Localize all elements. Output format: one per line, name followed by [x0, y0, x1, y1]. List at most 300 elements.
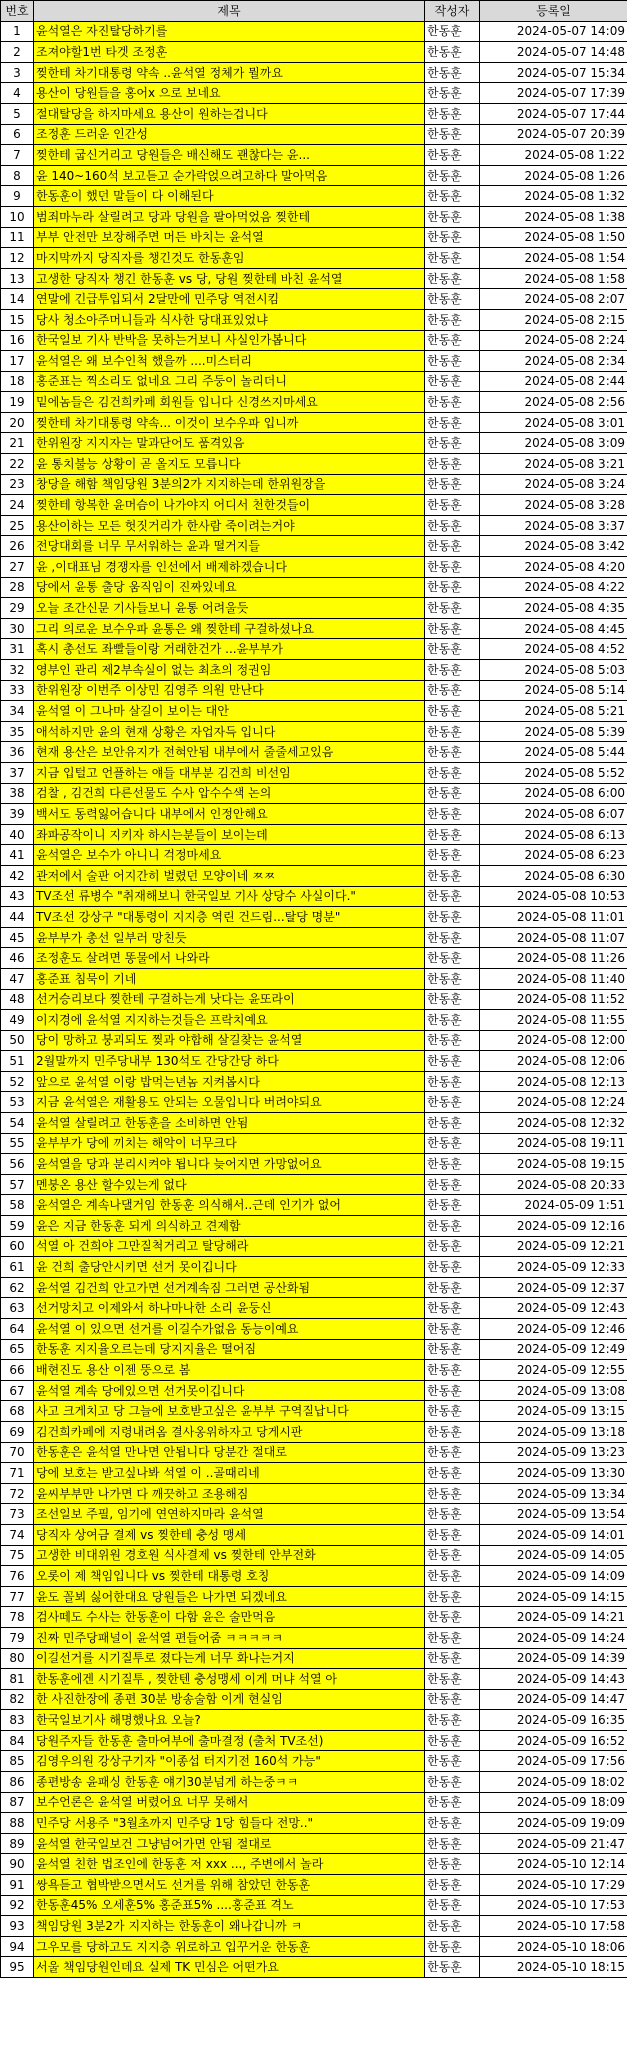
row-number: 61 — [1, 1257, 34, 1278]
row-date: 2024-05-08 6:30 — [480, 865, 627, 886]
row-number: 6 — [1, 124, 34, 145]
row-title[interactable]: 2월말까지 민주당내부 130석도 간당간당 하다 — [34, 1051, 425, 1072]
table-row[interactable] — [1, 145, 627, 166]
row-number: 52 — [1, 1071, 34, 1092]
table-row[interactable] — [1, 1030, 627, 1051]
row-number: 68 — [1, 1401, 34, 1422]
row-author: 한동훈 — [425, 639, 480, 660]
row-title[interactable]: 부부 안전만 보장해주면 머든 바치는 윤석열 — [34, 227, 425, 248]
row-date: 2024-05-08 12:32 — [480, 1113, 627, 1134]
row-author: 한동훈 — [425, 1627, 480, 1648]
table-row[interactable] — [1, 1936, 627, 1957]
row-number: 64 — [1, 1319, 34, 1340]
row-title[interactable]: 한동훈은 윤석열 만나면 안됩니다 당분간 절대로 — [34, 1442, 425, 1463]
row-title[interactable]: 지금 윤석열은 재활용도 안되는 오물입니다 버려야되요 — [34, 1092, 425, 1113]
table-row[interactable] — [1, 1463, 627, 1484]
row-title[interactable]: 전당대회를 너무 무서워하는 윤과 떨거지들 — [34, 536, 425, 557]
table-row[interactable] — [1, 330, 627, 351]
row-number: 33 — [1, 680, 34, 701]
row-author: 한동훈 — [425, 927, 480, 948]
row-author: 한동훈 — [425, 433, 480, 454]
table-row[interactable] — [1, 865, 627, 886]
table-row[interactable] — [1, 1545, 627, 1566]
row-number: 35 — [1, 721, 34, 742]
row-title[interactable]: 앞으로 윤석열 이랑 밥먹는년놈 지켜봅시다 — [34, 1071, 425, 1092]
table-row[interactable] — [1, 1566, 627, 1587]
table-row[interactable] — [1, 1586, 627, 1607]
row-number: 73 — [1, 1504, 34, 1525]
table-row[interactable] — [1, 1648, 627, 1669]
row-number: 43 — [1, 886, 34, 907]
table-row[interactable] — [1, 371, 627, 392]
row-date: 2024-05-09 14:47 — [480, 1689, 627, 1710]
row-title[interactable]: 용산이 당원들을 홍어x 으로 보네요 — [34, 83, 425, 104]
row-number: 91 — [1, 1875, 34, 1896]
table-row[interactable] — [1, 557, 627, 578]
table-row[interactable] — [1, 412, 627, 433]
row-title[interactable]: 현재 용산은 보안유지가 전혀안됨 내부에서 줄줄세고있음 — [34, 742, 425, 763]
row-number: 49 — [1, 1010, 34, 1031]
row-title[interactable]: 윤석열은 자진탈당하기를 — [34, 21, 425, 42]
row-title[interactable]: 윤석열 계속 당에있으면 선거못이깁니다 — [34, 1380, 425, 1401]
row-title[interactable]: 당원주자들 한동훈 출마여부에 출마결정 (출처 TV조선) — [34, 1730, 425, 1751]
table-row[interactable] — [1, 1833, 627, 1854]
row-date: 2024-05-08 2:44 — [480, 371, 627, 392]
row-date: 2024-05-09 16:52 — [480, 1730, 627, 1751]
row-title[interactable]: 한 사진한장에 종편 30분 방송술함 이게 현실임 — [34, 1689, 425, 1710]
row-date: 2024-05-09 12:33 — [480, 1257, 627, 1278]
table-row[interactable] — [1, 783, 627, 804]
row-title[interactable]: 멘붕온 용산 할수있는게 없다 — [34, 1174, 425, 1195]
row-title[interactable]: 한동훈 지지율오르는데 당지지율은 떨어짐 — [34, 1339, 425, 1360]
row-date: 2024-05-08 3:21 — [480, 454, 627, 475]
row-title[interactable]: 윤 ,이대표님 경쟁자를 인선에서 배제하겠습니다 — [34, 557, 425, 578]
table-row[interactable] — [1, 660, 627, 681]
row-title[interactable]: 당에서 윤통 출당 움직임이 진짜있네요 — [34, 577, 425, 598]
row-title[interactable]: 조져야할1번 타겟 조정훈 — [34, 42, 425, 63]
table-row[interactable] — [1, 804, 627, 825]
row-date: 2024-05-09 14:01 — [480, 1524, 627, 1545]
table-row[interactable] — [1, 1895, 627, 1916]
table-row[interactable] — [1, 536, 627, 557]
row-date: 2024-05-09 21:47 — [480, 1833, 627, 1854]
row-title[interactable]: 백서도 동력잃어습니다 내부에서 인정안해요 — [34, 804, 425, 825]
row-author: 한동훈 — [425, 1360, 480, 1381]
row-number: 83 — [1, 1710, 34, 1731]
row-title[interactable]: 민주당 서용주 "3월초까지 민주당 1당 힘들다 전망.." — [34, 1813, 425, 1834]
table-row[interactable] — [1, 1133, 627, 1154]
row-number: 38 — [1, 783, 34, 804]
table-row[interactable] — [1, 21, 627, 42]
table-row[interactable] — [1, 701, 627, 722]
row-title[interactable]: 윤 건희 출당안시키면 선거 못이깁니다 — [34, 1257, 425, 1278]
table-row[interactable] — [1, 289, 627, 310]
row-date: 2024-05-08 4:20 — [480, 557, 627, 578]
table-row[interactable] — [1, 927, 627, 948]
row-title[interactable]: 한국일보기사 해명했나요 오늘? — [34, 1710, 425, 1731]
table-row[interactable] — [1, 680, 627, 701]
row-title[interactable]: 검사떼도 수사는 한동훈이 다함 윤은 술만먹음 — [34, 1607, 425, 1628]
header-author: 작성자 — [425, 1, 480, 22]
row-title[interactable]: 배현진도 용산 이젠 뚱으로 봄 — [34, 1360, 425, 1381]
row-title[interactable]: 지금 입털고 언플하는 얘들 대부분 김건희 비선임 — [34, 762, 425, 783]
table-row[interactable] — [1, 495, 627, 516]
row-title[interactable]: 찢한테 차기대통령 약속... 이것이 보수우파 입니까 — [34, 412, 425, 433]
row-title[interactable]: 당에 보호는 받고싶나봐 석열 이 ..골때리네 — [34, 1463, 425, 1484]
row-date: 2024-05-08 6:07 — [480, 804, 627, 825]
row-title[interactable]: 영부인 관리 제2부속실이 없는 최초의 정권임 — [34, 660, 425, 681]
table-row[interactable] — [1, 845, 627, 866]
table-row[interactable] — [1, 1957, 627, 1978]
row-date: 2024-05-08 1:22 — [480, 145, 627, 166]
row-title[interactable]: 고생한 비대위원 경호원 식사결제 vs 찢한테 안부전화 — [34, 1545, 425, 1566]
row-title[interactable]: 사고 크게치고 당 그늘에 보호받고싶은 윤부부 구역질납니다 — [34, 1401, 425, 1422]
row-date: 2024-05-07 20:39 — [480, 124, 627, 145]
table-row[interactable] — [1, 1216, 627, 1237]
row-title[interactable]: 윤석열은 계속나댈거임 한동훈 의식해서..근데 인기가 없어 — [34, 1195, 425, 1216]
table-row[interactable] — [1, 1298, 627, 1319]
row-author: 한동훈 — [425, 598, 480, 619]
table-row[interactable] — [1, 1916, 627, 1937]
table-row[interactable] — [1, 42, 627, 63]
row-title[interactable]: 관저에서 술판 어지간히 벌렸던 모양이네 ㅉㅉ — [34, 865, 425, 886]
row-title[interactable]: 윤석열 이 있으면 선거를 이길수가없음 동능이예요 — [34, 1319, 425, 1340]
table-row[interactable] — [1, 577, 627, 598]
row-title[interactable]: 당이 망하고 붕괴되도 찢과 야합해 살길찾는 윤석열 — [34, 1030, 425, 1051]
row-title[interactable]: 윤 통치불능 상황이 곧 올지도 모릅니다 — [34, 454, 425, 475]
table-row[interactable] — [1, 1772, 627, 1793]
row-title[interactable]: 마지막까지 당직자를 챙긴것도 한동훈임 — [34, 248, 425, 269]
row-number: 20 — [1, 412, 34, 433]
table-row[interactable] — [1, 598, 627, 619]
row-number: 2 — [1, 42, 34, 63]
table-row[interactable] — [1, 1607, 627, 1628]
row-title[interactable]: 한국일보 기사 반박을 못하는거보니 사실인가봅니다 — [34, 330, 425, 351]
table-row[interactable] — [1, 124, 627, 145]
row-date: 2024-05-08 5:52 — [480, 762, 627, 783]
row-title[interactable]: 좌파공작이니 지키자 하시는분들이 보이는데 — [34, 824, 425, 845]
row-title[interactable]: 석열 아 건희야 그만질척거리고 탈당해라 — [34, 1236, 425, 1257]
row-title[interactable]: 찢한테 굽신거리고 당원들은 배신해도 괜찮다는 윤... — [34, 145, 425, 166]
row-date: 2024-05-08 1:26 — [480, 165, 627, 186]
row-title[interactable]: 밑에놈들은 김건희카페 회원들 입니다 신경쓰지마세요 — [34, 392, 425, 413]
table-row[interactable] — [1, 83, 627, 104]
row-title[interactable]: 진짜 민주당패널이 윤석열 편들어줌 ㅋㅋㅋㅋㅋ — [34, 1627, 425, 1648]
row-title[interactable]: 이지경에 윤석열 지지하는것들은 프락치예요 — [34, 1010, 425, 1031]
row-number: 15 — [1, 309, 34, 330]
row-title[interactable]: 윤석열 살릴려고 한동훈을 소비하면 안됨 — [34, 1113, 425, 1134]
row-title[interactable]: 당직자 상여금 결제 vs 찢한테 충성 맹세 — [34, 1524, 425, 1545]
table-row[interactable] — [1, 103, 627, 124]
table-row[interactable] — [1, 474, 627, 495]
table-row[interactable] — [1, 1071, 627, 1092]
row-title[interactable]: 한위원장 지지자는 말과단어도 품격있음 — [34, 433, 425, 454]
row-author: 한동훈 — [425, 1051, 480, 1072]
row-number: 34 — [1, 701, 34, 722]
row-title[interactable]: 선거망치고 이제와서 하나마나한 소리 윤둥신 — [34, 1298, 425, 1319]
table-row[interactable] — [1, 248, 627, 269]
table-row[interactable] — [1, 1360, 627, 1381]
table-row[interactable] — [1, 618, 627, 639]
row-title[interactable]: 윤은 지금 한동훈 되게 의식하고 견제함 — [34, 1216, 425, 1237]
row-author: 한동훈 — [425, 1071, 480, 1092]
table-row[interactable] — [1, 1010, 627, 1031]
table-row[interactable] — [1, 1401, 627, 1422]
row-title[interactable]: 절대탈당을 하지마세요 용산이 원하는겁니다 — [34, 103, 425, 124]
table-row[interactable] — [1, 1442, 627, 1463]
table-row[interactable] — [1, 1092, 627, 1113]
table-row[interactable] — [1, 721, 627, 742]
row-number: 72 — [1, 1483, 34, 1504]
row-title[interactable]: 당사 청소아주머니들과 식사한 당대표있었냐 — [34, 309, 425, 330]
row-number: 11 — [1, 227, 34, 248]
row-date: 2024-05-07 17:44 — [480, 103, 627, 124]
table-row[interactable] — [1, 392, 627, 413]
row-number: 45 — [1, 927, 34, 948]
table-row[interactable] — [1, 1257, 627, 1278]
table-row[interactable] — [1, 948, 627, 969]
row-number: 93 — [1, 1916, 34, 1937]
table-row[interactable] — [1, 886, 627, 907]
row-number: 58 — [1, 1195, 34, 1216]
table-row[interactable] — [1, 1277, 627, 1298]
table-row[interactable] — [1, 1051, 627, 1072]
table-row[interactable] — [1, 433, 627, 454]
row-author: 한동훈 — [425, 680, 480, 701]
row-title[interactable]: 찢한테 차기대통령 약속 ..윤석열 정체가 뭘까요 — [34, 62, 425, 83]
row-author: 한동훈 — [425, 1216, 480, 1237]
row-date: 2024-05-09 14:21 — [480, 1607, 627, 1628]
row-author: 한동훈 — [425, 804, 480, 825]
row-author: 한동훈 — [425, 62, 480, 83]
row-title[interactable]: 창당을 해함 책임당원 3분의2가 지지하는데 한위원장을 — [34, 474, 425, 495]
row-date: 2024-05-10 18:06 — [480, 1936, 627, 1957]
row-author: 한동훈 — [425, 1936, 480, 1957]
row-number: 18 — [1, 371, 34, 392]
row-author: 한동훈 — [425, 1277, 480, 1298]
table-row[interactable] — [1, 1504, 627, 1525]
table-row[interactable] — [1, 1875, 627, 1896]
row-author: 한동훈 — [425, 474, 480, 495]
table-row[interactable] — [1, 1421, 627, 1442]
row-date: 2024-05-08 11:55 — [480, 1010, 627, 1031]
row-date: 2024-05-08 1:58 — [480, 268, 627, 289]
table-row[interactable] — [1, 1710, 627, 1731]
row-title[interactable]: 용산이하는 모든 헛짓거리가 한사람 죽이려는거야 — [34, 515, 425, 536]
row-author: 한동훈 — [425, 495, 480, 516]
table-row[interactable] — [1, 186, 627, 207]
row-title[interactable]: 홍준표 침묵이 기네 — [34, 968, 425, 989]
table-row[interactable] — [1, 1113, 627, 1134]
row-number: 5 — [1, 103, 34, 124]
table-row[interactable] — [1, 1319, 627, 1340]
table-row[interactable] — [1, 454, 627, 475]
row-title[interactable]: 윤도 꼴뵈 싫어한대요 당원들은 나가면 되겠네요 — [34, 1586, 425, 1607]
row-title[interactable]: TV조선 강상구 "대통령이 지지층 역린 건드림...탈당 명분" — [34, 907, 425, 928]
row-number: 63 — [1, 1298, 34, 1319]
table-row[interactable] — [1, 762, 627, 783]
row-title[interactable]: 한동훈에겐 시기질투 , 찢한텐 충성맹세 이게 머냐 석열 아 — [34, 1669, 425, 1690]
row-title[interactable]: 홍준표는 찍소리도 없네요 그리 주둥이 놀리더니 — [34, 371, 425, 392]
row-title[interactable]: 김영우의원 강상구기자 "이종섭 터지기전 160석 가능" — [34, 1751, 425, 1772]
row-author: 한동훈 — [425, 1380, 480, 1401]
row-title[interactable]: 조정훈 드러운 인간성 — [34, 124, 425, 145]
row-title[interactable]: 그우모를 당하고도 지지층 위로하고 입꾸거운 한동훈 — [34, 1936, 425, 1957]
row-date: 2024-05-09 14:24 — [480, 1627, 627, 1648]
row-title[interactable]: 종편방송 윤패싱 한동훈 얘기30분넘게 하는중ㅋㅋ — [34, 1772, 425, 1793]
header-date: 등록일 — [480, 1, 627, 22]
row-author: 한동훈 — [425, 371, 480, 392]
table-row[interactable] — [1, 989, 627, 1010]
table-row[interactable] — [1, 1195, 627, 1216]
row-title[interactable]: 윤석열을 당과 분리시켜야 됩니다 늦어지면 가망없어요 — [34, 1154, 425, 1175]
row-date: 2024-05-08 6:00 — [480, 783, 627, 804]
row-author: 한동훈 — [425, 536, 480, 557]
table-row[interactable] — [1, 62, 627, 83]
table-row[interactable] — [1, 639, 627, 660]
table-row[interactable] — [1, 1483, 627, 1504]
row-title[interactable]: 이길선거를 시기질투로 졌다는게 너무 화나는거지 — [34, 1648, 425, 1669]
table-row[interactable] — [1, 351, 627, 372]
table-row[interactable] — [1, 1380, 627, 1401]
row-number: 1 — [1, 21, 34, 42]
row-author: 한동훈 — [425, 721, 480, 742]
row-number: 47 — [1, 968, 34, 989]
row-title[interactable]: 윤석열 친한 법조인에 한동훈 저 xxx ..., 주변에서 놀라 — [34, 1854, 425, 1875]
row-number: 71 — [1, 1463, 34, 1484]
row-author: 한동훈 — [425, 618, 480, 639]
row-title[interactable]: 연말에 긴급투입되서 2달만에 민주당 역전시킴 — [34, 289, 425, 310]
table-row[interactable] — [1, 1751, 627, 1772]
table-row[interactable] — [1, 1339, 627, 1360]
row-number: 8 — [1, 165, 34, 186]
row-number: 39 — [1, 804, 34, 825]
table-row[interactable] — [1, 968, 627, 989]
table-row[interactable] — [1, 907, 627, 928]
row-title[interactable]: 책임당원 3분2가 지지하는 한동훈이 왜나갑니까 ㅋ — [34, 1916, 425, 1937]
table-row[interactable] — [1, 309, 627, 330]
row-author: 한동훈 — [425, 1174, 480, 1195]
row-date: 2024-05-08 5:44 — [480, 742, 627, 763]
row-title[interactable]: 한동훈45% 오세훈5% 홍준표5% ....홍준표 격노 — [34, 1895, 425, 1916]
row-date: 2024-05-10 12:14 — [480, 1854, 627, 1875]
row-number: 22 — [1, 454, 34, 475]
table-row[interactable] — [1, 1627, 627, 1648]
row-author: 한동훈 — [425, 186, 480, 207]
row-number: 70 — [1, 1442, 34, 1463]
row-author: 한동훈 — [425, 1298, 480, 1319]
table-row[interactable] — [1, 227, 627, 248]
row-date: 2024-05-09 14:15 — [480, 1586, 627, 1607]
table-row[interactable] — [1, 1730, 627, 1751]
row-title[interactable]: 서울 책임당원인데요 실제 TK 민심은 어떤가요 — [34, 1957, 425, 1978]
row-author: 한동훈 — [425, 1483, 480, 1504]
row-author: 한동훈 — [425, 83, 480, 104]
row-date: 2024-05-09 12:46 — [480, 1319, 627, 1340]
table-row[interactable] — [1, 515, 627, 536]
row-date: 2024-05-08 3:01 — [480, 412, 627, 433]
table-row[interactable] — [1, 824, 627, 845]
row-date: 2024-05-08 12:00 — [480, 1030, 627, 1051]
table-row[interactable] — [1, 268, 627, 289]
table-row[interactable] — [1, 1854, 627, 1875]
row-title[interactable]: 윤석열은 보수가 아니니 걱정마세요 — [34, 845, 425, 866]
row-author: 한동훈 — [425, 1833, 480, 1854]
row-number: 62 — [1, 1277, 34, 1298]
row-title[interactable]: 고생한 당직자 챙긴 한동훈 vs 당, 당원 찢한테 바친 윤석열 — [34, 268, 425, 289]
row-title[interactable]: 보수언론은 윤석열 버렸어요 너무 못해서 — [34, 1792, 425, 1813]
table-row[interactable] — [1, 1524, 627, 1545]
row-date: 2024-05-09 13:15 — [480, 1401, 627, 1422]
row-title[interactable]: 윤석열 이 그나마 살길이 보이는 대안 — [34, 701, 425, 722]
row-author: 한동훈 — [425, 515, 480, 536]
row-title[interactable]: 윤부부가 당에 끼치는 해악이 너무크다 — [34, 1133, 425, 1154]
row-title[interactable]: 오롯이 제 책임입니다 vs 찢한테 대통령 호칭 — [34, 1566, 425, 1587]
row-number: 12 — [1, 248, 34, 269]
row-title[interactable]: 쌍욕듣고 협박받으면서도 선거를 위해 참았던 한동훈 — [34, 1875, 425, 1896]
row-title[interactable]: 윤부부가 총선 일부러 망친듯 — [34, 927, 425, 948]
row-title[interactable]: 윤석열 김건희 안고가면 선거계속짐 그러면 공산화됨 — [34, 1277, 425, 1298]
table-row[interactable] — [1, 742, 627, 763]
table-row[interactable] — [1, 1792, 627, 1813]
row-date: 2024-05-08 19:15 — [480, 1154, 627, 1175]
row-title[interactable]: 윤석열 한국일보건 그냥넘어가면 안됨 절대로 — [34, 1833, 425, 1854]
row-number: 69 — [1, 1421, 34, 1442]
row-title[interactable]: 윤석열은 왜 보수인척 했을까 ....미스터리 — [34, 351, 425, 372]
row-date: 2024-05-09 1:51 — [480, 1195, 627, 1216]
row-title[interactable]: 검찰 , 김건희 다른선물도 수사 압수수색 논의 — [34, 783, 425, 804]
row-title[interactable]: 한동훈이 했던 말들이 다 이해된다 — [34, 186, 425, 207]
row-date: 2024-05-07 14:09 — [480, 21, 627, 42]
row-author: 한동훈 — [425, 1648, 480, 1669]
row-author: 한동훈 — [425, 948, 480, 969]
row-title[interactable]: 조정훈도 살려면 똥물에서 나와라 — [34, 948, 425, 969]
row-date: 2024-05-08 1:32 — [480, 186, 627, 207]
table-row[interactable] — [1, 165, 627, 186]
row-title[interactable]: 범죄마누라 살릴려고 당과 당원을 팔아먹었음 찢한테 — [34, 206, 425, 227]
table-row[interactable] — [1, 1236, 627, 1257]
row-title[interactable]: 조선일보 주필, 임기에 연연하지마라 윤석열 — [34, 1504, 425, 1525]
table-row[interactable] — [1, 206, 627, 227]
row-title[interactable]: 한위원장 이번주 이상민 김영주 의원 만난다 — [34, 680, 425, 701]
table-row[interactable] — [1, 1174, 627, 1195]
row-number: 84 — [1, 1730, 34, 1751]
row-author: 한동훈 — [425, 289, 480, 310]
row-title[interactable]: 찢한테 항복한 윤머슴이 나가야지 어디서 천한것들이 — [34, 495, 425, 516]
table-row[interactable] — [1, 1813, 627, 1834]
row-author: 한동훈 — [425, 248, 480, 269]
row-author: 한동훈 — [425, 783, 480, 804]
row-title[interactable]: 혹시 총선도 좌빨들이랑 거래한건가 ...윤부부가 — [34, 639, 425, 660]
row-title[interactable]: 애석하지만 윤의 현재 상황은 자업자득 입니다 — [34, 721, 425, 742]
row-date: 2024-05-09 12:49 — [480, 1339, 627, 1360]
row-title[interactable]: 오늘 조간신문 기사들보니 윤통 어려울듯 — [34, 598, 425, 619]
row-title[interactable]: TV조선 류병수 "취재해보니 한국일보 기사 상당수 사실이다." — [34, 886, 425, 907]
table-row[interactable] — [1, 1689, 627, 1710]
row-author: 한동훈 — [425, 454, 480, 475]
row-number: 94 — [1, 1936, 34, 1957]
row-title[interactable]: 윤씨부부만 나가면 다 깨끗하고 조용해짐 — [34, 1483, 425, 1504]
row-date: 2024-05-09 12:21 — [480, 1236, 627, 1257]
row-number: 54 — [1, 1113, 34, 1134]
table-body — [1, 21, 627, 1977]
row-title[interactable]: 선거승리보다 찢한테 구걸하는게 낫다는 윤또라이 — [34, 989, 425, 1010]
row-title[interactable]: 그리 의로운 보수우파 윤통은 왜 찢한테 구걸하셨나요 — [34, 618, 425, 639]
table-row[interactable] — [1, 1669, 627, 1690]
row-title[interactable]: 윤 140~160석 보고듣고 순가락얹으려고하다 말아먹음 — [34, 165, 425, 186]
table-row[interactable] — [1, 1154, 627, 1175]
row-title[interactable]: 김건희카페에 지령내려옴 결사옹위하자고 당게시판 — [34, 1421, 425, 1442]
